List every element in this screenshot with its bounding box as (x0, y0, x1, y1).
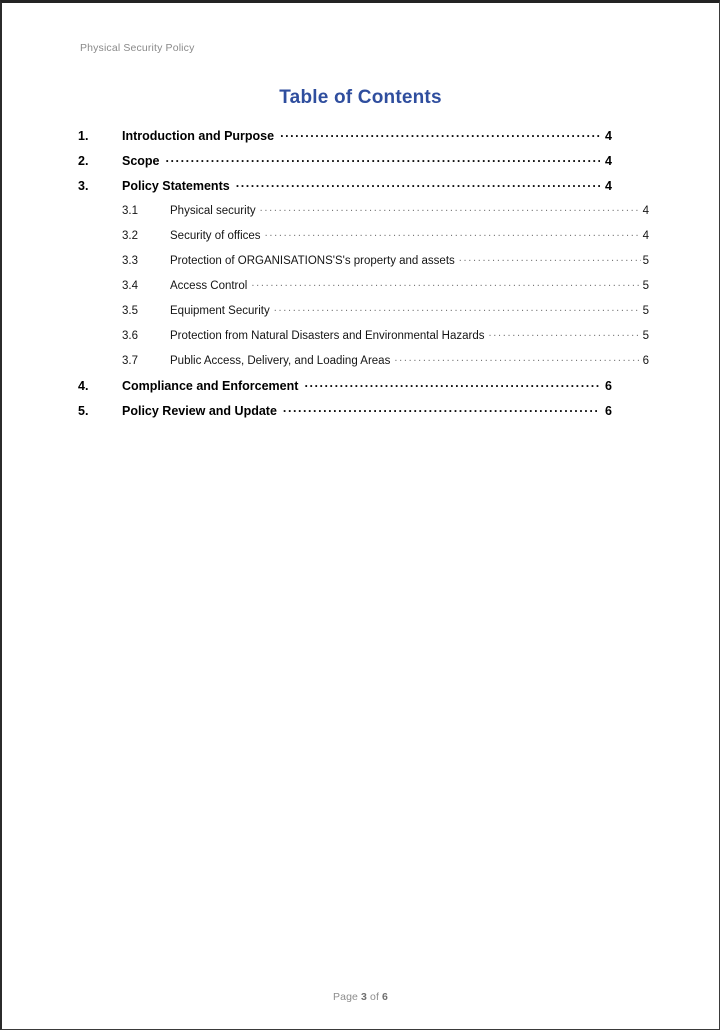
table-of-contents (78, 127, 650, 427)
toc-entry-page-number: 6 (642, 354, 649, 367)
toc-entry-page-number: 6 (605, 403, 612, 418)
toc-entry[interactable] (78, 402, 650, 427)
toc-entry[interactable] (78, 127, 650, 152)
toc-entry-number: 3.4 (122, 279, 138, 292)
footer-separator: of (370, 991, 379, 1003)
toc-entry-label: Equipment Security (170, 304, 270, 317)
toc-entry-number: 3.3 (122, 254, 138, 267)
toc-entry[interactable] (78, 202, 650, 227)
toc-dot-leader (488, 327, 640, 339)
toc-entry-page-number: 5 (642, 254, 649, 267)
toc-entry[interactable] (78, 352, 650, 377)
toc-entry-label: Policy Statements (122, 178, 230, 193)
toc-entry-page-number: 5 (642, 329, 649, 342)
toc-entry[interactable] (78, 327, 650, 352)
toc-entry[interactable] (78, 177, 650, 202)
toc-entry-number: 3.5 (122, 304, 138, 317)
toc-entry-label: Physical security (170, 204, 256, 217)
toc-entry-page-number: 6 (605, 378, 612, 393)
toc-entry-page-number: 4 (605, 128, 612, 143)
toc-entry-number: 2. (78, 153, 89, 168)
toc-dot-leader (260, 202, 641, 214)
toc-dot-leader (265, 227, 641, 239)
toc-dot-leader (251, 277, 640, 289)
toc-entry[interactable] (78, 277, 650, 302)
toc-entry-number: 3.2 (122, 229, 138, 242)
toc-entry-label: Protection from Natural Disasters and Environmental Hazards (170, 329, 485, 342)
toc-entry-number: 3. (78, 178, 89, 193)
toc-entry-page-number: 4 (605, 153, 612, 168)
toc-entry-label: Compliance and Enforcement (122, 378, 299, 393)
toc-entry[interactable] (78, 302, 650, 327)
toc-dot-leader (274, 302, 641, 314)
toc-entry-number: 3.7 (122, 354, 138, 367)
toc-dot-leader (280, 127, 600, 140)
toc-dot-leader (459, 252, 641, 264)
toc-entry-label: Introduction and Purpose (122, 128, 275, 143)
toc-entry-label: Scope (122, 153, 160, 168)
toc-entry-label: Policy Review and Update (122, 403, 277, 418)
toc-entry-number: 1. (78, 128, 89, 143)
toc-entry-label: Access Control (170, 279, 248, 292)
toc-entry-number: 3.1 (122, 204, 138, 217)
toc-entry-label: Protection of ORGANISATIONS'S's property and assets (170, 254, 455, 267)
footer-prefix: Page (333, 991, 358, 1003)
toc-dot-leader (394, 352, 640, 364)
toc-entry-page-number: 5 (642, 304, 649, 317)
toc-entry[interactable] (78, 377, 650, 402)
toc-dot-leader (166, 152, 601, 165)
toc-entry-page-number: 4 (642, 229, 649, 242)
page-footer (2, 991, 719, 1003)
toc-entry-number: 3.6 (122, 329, 138, 342)
page-title: Table of Contents (279, 87, 442, 108)
toc-entry-number: 4. (78, 378, 89, 393)
toc-dot-leader (304, 377, 600, 390)
footer-total-pages: 6 (382, 991, 388, 1003)
footer-current-page: 3 (361, 991, 367, 1003)
running-header: Physical Security Policy (80, 42, 195, 54)
toc-entry-number: 5. (78, 403, 89, 418)
toc-entry-page-number: 4 (642, 204, 649, 217)
toc-entry-label: Security of offices (170, 229, 261, 242)
toc-entry-label: Public Access, Delivery, and Loading Areas (170, 354, 391, 367)
toc-entry[interactable] (78, 152, 650, 177)
toc-entry-page-number: 5 (642, 279, 649, 292)
toc-entry[interactable] (78, 252, 650, 277)
toc-dot-leader (236, 177, 600, 190)
toc-entry-page-number: 4 (605, 178, 612, 193)
toc-entry[interactable] (78, 227, 650, 252)
toc-dot-leader (283, 402, 600, 415)
